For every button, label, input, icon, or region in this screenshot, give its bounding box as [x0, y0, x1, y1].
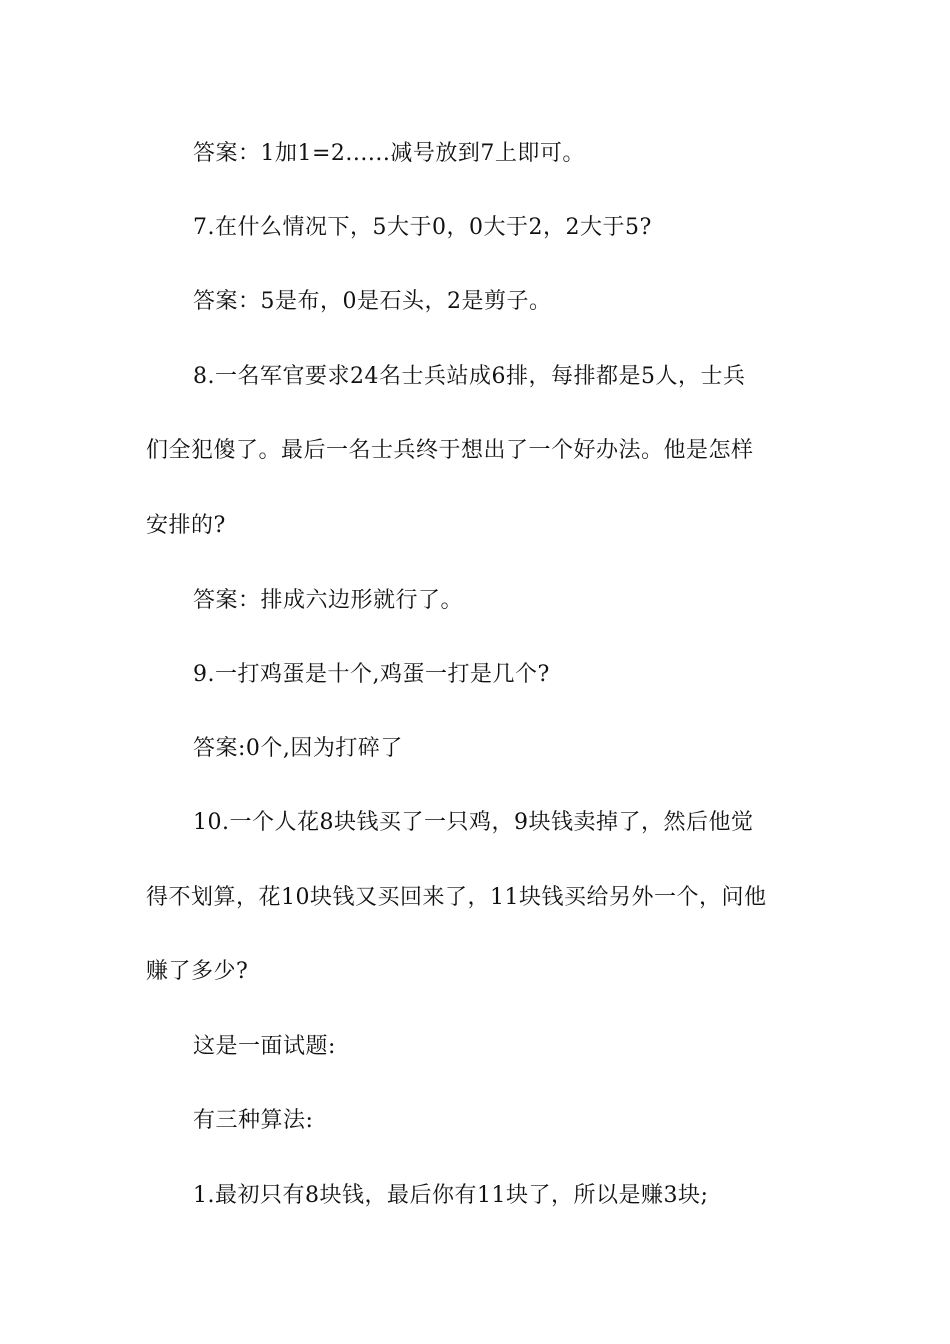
question-10-line-1: 10.一个人花8块钱买了一只鸡，9块钱卖掉了，然后他觉: [193, 810, 754, 835]
answer-7: 答案：5是布，0是石头，2是剪子。: [193, 289, 552, 314]
method-1: 1.最初只有8块钱，最后你有11块了，所以是赚3块;: [193, 1183, 709, 1208]
answer-8: 答案：排成六边形就行了。: [193, 588, 464, 613]
question-8-line-2: 们全犯傻了。最后一名士兵终于想出了一个好办法。他是怎样: [146, 438, 754, 463]
answer-6: 答案：1加1=2......减号放到7上即可。: [193, 141, 585, 166]
note-three-methods: 有三种算法:: [193, 1108, 314, 1133]
question-10-line-2: 得不划算，花10块钱又买回来了，11块钱买给另外一个，问他: [146, 885, 767, 910]
answer-9: 答案:0个,因为打碎了: [193, 736, 403, 761]
question-7: 7.在什么情况下，5大于0，0大于2，2大于5?: [193, 215, 652, 240]
note-interview: 这是一面试题:: [193, 1034, 336, 1059]
question-8-line-3: 安排的?: [146, 513, 226, 538]
question-10-line-3: 赚了多少?: [146, 959, 249, 984]
question-8-line-1: 8.一名军官要求24名士兵站成6排，每排都是5人，士兵: [193, 364, 746, 389]
question-9: 9.一打鸡蛋是十个,鸡蛋一打是几个?: [193, 662, 550, 687]
